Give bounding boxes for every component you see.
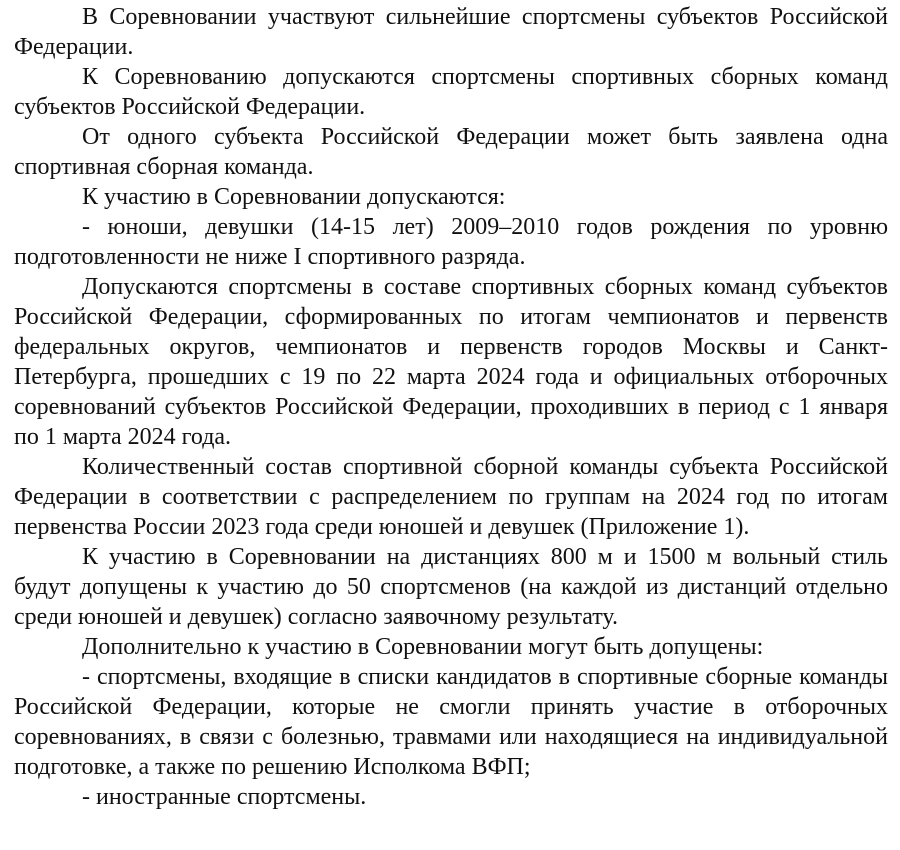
paragraph-long-distance: К участию в Соревновании на дистанциях 800 м и 1500 м вольный стиль будут допущены к участию до 50 спортсменов (на каждой из дистанций отдельно среди юношей и девушек) согласно заявочному результату. [14,544,888,630]
paragraph-participants: В Соревновании участвуют сильнейшие спортсмены субъектов Российской Федерации. [14,4,888,60]
list-item-national-candidates: - спортсмены, входящие в списки кандидатов в спортивные сборные команды Российской Федерации, которые не смогли принять участие в отборочных соревнованиях, в связи с болезнью, травмами или находящиеся на индивидуальной подготовке, а также по решению Исполкома ВФП; [14,664,888,780]
paragraph-selection-criteria: Допускаются спортсмены в составе спортивных сборных команд субъектов Российской Федерации, сформированных по итогам чемпионатов и первенств федеральных округов, чемпионатов и первенств городов Москвы и Санкт-Петербурга, прошедших с 19 по 22 марта 2024 года и официальных отборочных соревнований субъектов Российской Федерации, проходивших в период с 1 января по 1 марта 2024 года. [14,274,888,450]
paragraph-one-team-per-subject: От одного субъекта Российской Федерации может быть заявлена одна спортивная сборная команда. [14,124,888,180]
paragraph-admitted-heading: К участию в Соревновании допускаются: [82,184,506,210]
paragraph-admission-teams: К Соревнованию допускаются спортсмены спортивных сборных команд субъектов Российской Федерации. [14,64,888,120]
paragraph-team-size: Количественный состав спортивной сборной команды субъекта Российской Федерации в соответствии с распределением по группам на 2024 год по итогам первенства России 2023 года среди юношей и девушек (Приложение 1). [14,454,888,540]
list-item-age-group: - юноши, девушки (14-15 лет) 2009–2010 годов рождения по уровню подготовленности не ниже I спортивного разряда. [14,214,888,270]
paragraph-additional-admission: Дополнительно к участию в Соревновании могут быть допущены: [82,634,764,660]
list-item-foreign-athletes: - иностранные спортсмены. [82,784,367,810]
